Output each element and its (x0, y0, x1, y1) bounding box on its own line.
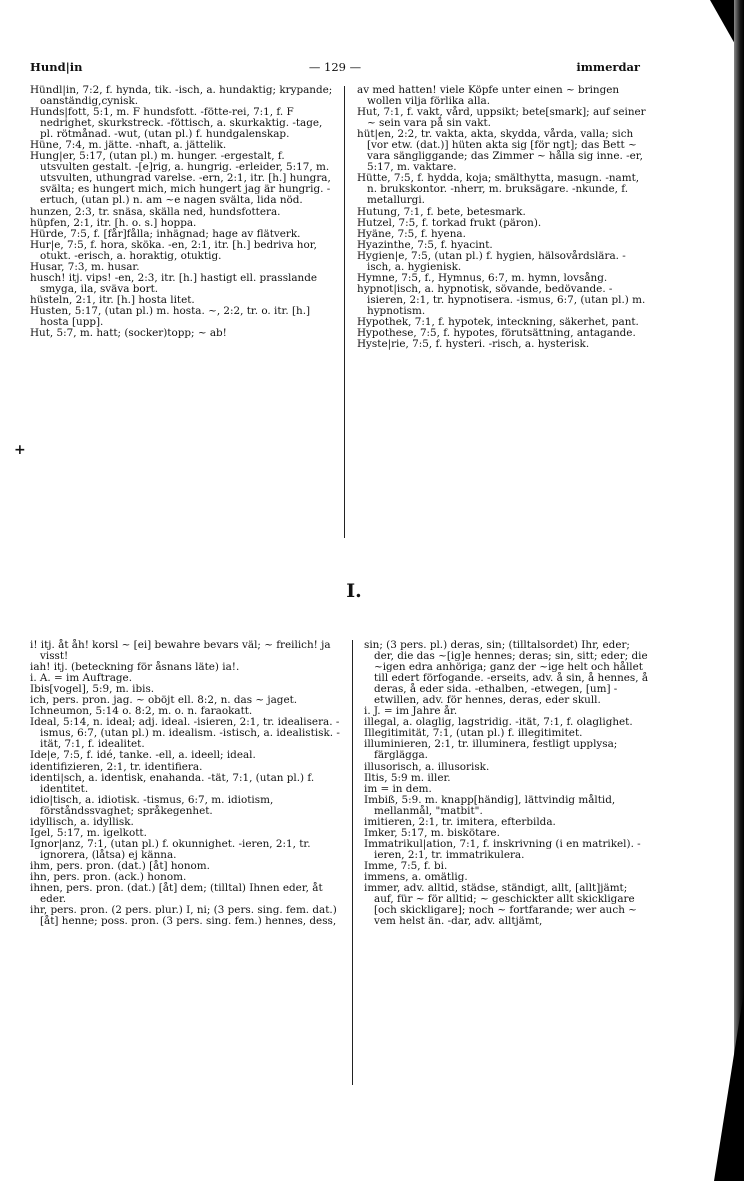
dictionary-entry: identi|sch, a. identisk, enahanda. -tät, 7:1, (utan pl.) f. identitet. (30, 771, 315, 795)
dictionary-entry: Hymne, 7:5, f., Hymnus, 6:7, m. hymn, lovsång. (357, 271, 608, 284)
dictionary-entry: hüsteln, 2:1, itr. [h.] hosta litet. (30, 293, 195, 306)
dictionary-entry: Hyazinthe, 7:5, f. hyacint. (357, 238, 493, 251)
page-number: — 129 — (308, 60, 362, 74)
dictionary-entry: Hut, 5:7, m. hatt; (socker)topp; ~ ab! (30, 327, 227, 340)
header-guide-word-right: immerdar (576, 60, 640, 74)
dictionary-entry: Imme, 7:5, f. bi. (364, 859, 448, 872)
dictionary-entry: idyllisch, a. idyllisk. (30, 815, 134, 828)
dictionary-entry: Illegitimität, 7:1, (utan pl.) f. illegitimitet. (364, 727, 583, 740)
dictionary-entry: hypnot|isch, a. hypnotisk, sövande, bedövande. -isieren, 2:1, tr. hypnotisera. -ismus, 6:7, (utan pl.) m. hypnotism. (357, 282, 646, 317)
column-bottom-left (30, 640, 342, 927)
dictionary-entry: Hunds|fott, 5:1, m. F hundsfott. -fötte-rei, 7:1, f. F nedrighet, skurkstreck. -föttisch, a. skurkaktig. -tage, pl. rötmånad. -wut, (utan pl.) f. hundgalenskap. (30, 106, 323, 141)
dictionary-entry: i. J. = im Jahre år. (364, 705, 458, 718)
column-divider-top (344, 86, 345, 538)
column-top-right (357, 85, 649, 350)
dictionary-entry: hüpfen, 2:1, itr. [h. o. s.] hoppa. (30, 216, 197, 229)
dictionary-entry: Hüne, 7:4, m. jätte. -nhaft, a. jättelik. (30, 139, 227, 152)
dictionary-entry: iah! itj. (beteckning för åsnans läte) ia!. (30, 661, 240, 674)
dictionary-entry: illegal, a. olaglig, lagstridig. -ität, 7:1, f. olaglighet. (364, 716, 633, 729)
column-top-left (30, 85, 336, 339)
dictionary-entry: illuminieren, 2:1, tr. illuminera, festligt upplysa; färglägga. (364, 738, 618, 762)
dictionary-entry: husch! itj. vips! -en, 2:3, itr. [h.] hastigt ell. prasslande smyga, ila, sväva bort. (30, 271, 318, 295)
dictionary-entry: Ignor|anz, 7:1, (utan pl.) f. okunnighet. -ieren, 2:1, tr. ignorera, (låtsa) ej känna. (30, 837, 311, 861)
dictionary-entry: i. A. = im Auftrage. (30, 672, 133, 685)
dictionary-entry: Hyste|rie, 7:5, f. hysteri. -risch, a. hysterisk. (357, 338, 590, 351)
dictionary-entry: Imbiß, 5:9. m. knapp[händig], lättvindig måltid, mellanmål, "matbit". (364, 793, 616, 817)
dictionary-entry: ich, pers. pron. jag. ~ oböjt ell. 8:2, n. das ~ jaget. (30, 694, 298, 707)
dictionary-entry: Iltis, 5:9 m. iller. (364, 771, 451, 784)
dictionary-entry: Igel, 5:17, m. igelkott. (30, 826, 147, 839)
dictionary-entry: ihn, pers. pron. (ack.) honom. (30, 870, 187, 883)
dictionary-entry: immer, adv. alltid, städse, ständigt, allt, [allt]jämt; auf, für ~ för alltid; ~ geschickter allt skickligare [och skickligare]; noch ~ fortfarande; wer auch ~ vem helst än. -dar, adv. alltjämt, (364, 882, 637, 928)
dictionary-entry: Hutung, 7:1, f. bete, betesmark. (357, 205, 526, 218)
header-guide-word-left: Hund|in (30, 60, 83, 74)
dictionary-entry: Ibis[vogel], 5:9, m. ibis. (30, 683, 155, 696)
column-bottom-right (364, 640, 650, 927)
dictionary-entry: Hung|er, 5:17, (utan pl.) m. hunger. -ergestalt, f. utsvulten gestalt. -[e]rig, a. hungrig. -erleider, 5:17, m. utsvulten, uthungrad varelse. -ern, 2:1, itr. [h.] hungra, svälta; es hungert mich, mich hungert jag är hungrig. -ertuch, (utan pl.) n. am ~e nagen svälta, lida nöd. (30, 150, 331, 207)
dictionary-entry: Ide|e, 7:5, f. idé, tanke. -ell, a. ideell; ideal. (30, 749, 256, 762)
dictionary-entry: Hutzel, 7:5, f. torkad frukt (päron). (357, 216, 542, 229)
dictionary-entry: ihnen, pers. pron. (dat.) [åt] dem; (tilltal) Ihnen eder, åt eder. (30, 882, 323, 906)
dictionary-entry: idio|tisch, a. idiotisk. -tismus, 6:7, m. idiotism, förståndssvaghet; språkegenhet. (30, 793, 274, 817)
dictionary-entry: illusorisch, a. illusorisk. (364, 760, 490, 773)
dictionary-entry: Husten, 5:17, (utan pl.) m. hosta. ~, 2:2, tr. o. itr. [h.] hosta [upp]. (30, 304, 311, 328)
dictionary-entry: Immatrikul|ation, 7:1, f. inskrivning (i en matrikel). -ieren, 2:1, tr. immatrikulera. (364, 837, 641, 861)
dictionary-entry: hüt|en, 2:2, tr. vakta, akta, skydda, vårda, valla; sich [vor etw. (dat.)] hüten akta sig [för ngt]; das Bett ~ vara sängliggande; das Zimmer ~ hålla sig inne. -er, 5:17, m. vaktare. (357, 128, 643, 174)
dictionary-entry: Ideal, 5:14, n. ideal; adj. ideal. -isieren, 2:1, tr. idealisera. -ismus, 6:7, (utan pl.) m. idealism. -istisch, a. idealistisk. -ität, 7:1, f. idealitet. (30, 716, 340, 751)
column-divider-bottom (352, 640, 353, 1085)
dictionary-entry: Hypothese, 7:5, f. hypotes, förutsättning, antagande. (357, 327, 636, 340)
dictionary-entry: Husar, 7:3, m. husar. (30, 260, 140, 273)
dictionary-entry: imitieren, 2:1, tr. imitera, efterbilda. (364, 815, 556, 828)
dictionary-entry: Imker, 5:17, m. biskötare. (364, 826, 500, 839)
running-header (30, 60, 640, 82)
section-letter-heading: I. (346, 580, 362, 602)
dictionary-entry: ihr, pers. pron. (2 pers. plur.) I, ni; (3 pers. sing. fem. dat.) [åt] henne; poss. pron. (3 pers. sing. fem.) hennes, dess, (30, 904, 337, 928)
scan-corner-bottom-right (714, 991, 744, 1181)
margin-plus-mark: + (14, 442, 26, 458)
dictionary-entry: Hütte, 7:5, f. hydda, koja; smälthytta, masugn. -namt, n. brukskontor. -nherr, m. bruksägare. -nkunde, f. metallurgi. (357, 172, 640, 207)
dictionary-entry: Hut, 7:1, f. vakt, vård, uppsikt; bete[smark]; auf seiner ~ sein vara på sin vakt. (357, 106, 646, 130)
dictionary-entry: Hyäne, 7:5, f. hyena. (357, 227, 466, 240)
dictionary-entry: immens, a. omätlig. (364, 870, 468, 883)
dictionary-entry: identifizieren, 2:1, tr. identifiera. (30, 760, 203, 773)
dictionary-entry: Hürde, 7:5, f. [får]fålla; inhägnad; hage av flätverk. (30, 227, 301, 240)
dictionary-entry: ihm, pers. pron. (dat.) [åt] honom. (30, 859, 210, 872)
dictionary-entry: sin; (3 pers. pl.) deras, sin; (tilltalsordet) Ihr, eder; der, die das ~[ig]e hennes; deras; sin, sitt; eder; die ~igen edra anhöriga; ganz der ~ige helt och hållet till edert förfogande. -erseits, adv. å sin, å hennes, å deras, å eder sida. -ethalben, -etwegen, [um] -etwillen, adv. för hennes, deras, eder skull. (364, 639, 649, 707)
dictionary-entry: Hur|e, 7:5, f. hora, sköka. -en, 2:1, itr. [h.] bedriva hor, otukt. -erisch, a. horaktig, otuktig. (30, 238, 317, 262)
dictionary-entry: im = in dem. (364, 782, 432, 795)
dictionary-entry: hunzen, 2:3, tr. snäsa, skälla ned, hundsfottera. (30, 205, 281, 218)
dictionary-entry: i! itj. åt åh! korsl ~ [ei] bewahre bevars väl; ~ freilich! ja visst! (30, 639, 331, 663)
dictionary-entry: Hypothek, 7:1, f. hypotek, inteckning, säkerhet, pant. (357, 315, 639, 328)
dictionary-entry: Hygien|e, 7:5, (utan pl.) f. hygien, hälsovårdslära. -isch, a. hygienisk. (357, 249, 626, 273)
dictionary-entry: Hündl|in, 7:2, f. hynda, tik. -isch, a. hundaktig; krypande; oanständig,cynisk. (30, 84, 333, 108)
dictionary-entry: av med hatten! viele Köpfe unter einen ~ bringen wollen vilja förlika alla. (357, 84, 620, 108)
dictionary-entry: Ichneumon, 5:14 o. 8:2, m. o. n. faraokatt. (30, 705, 253, 718)
